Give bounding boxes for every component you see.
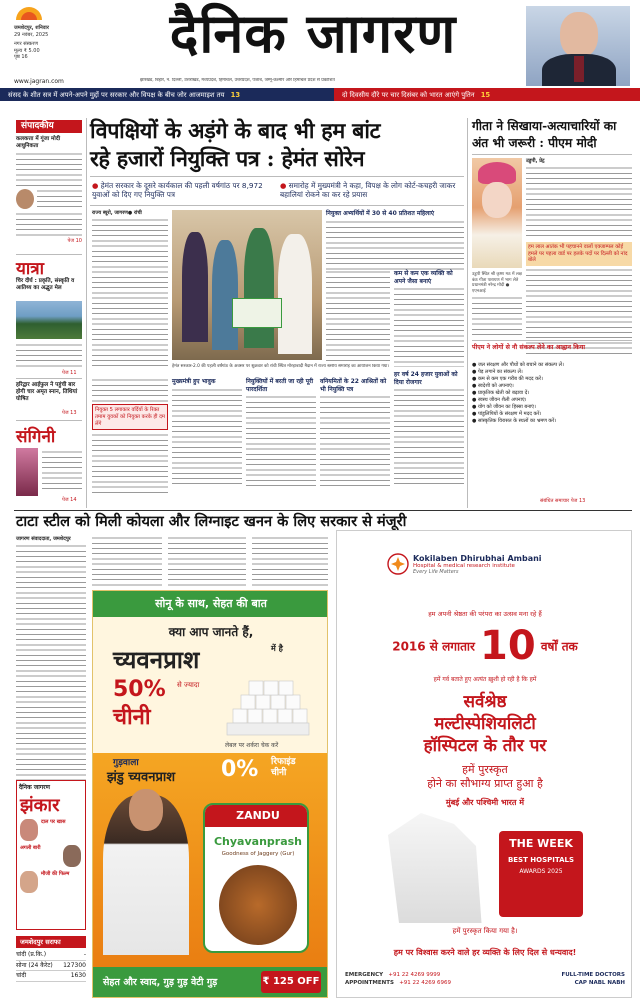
lead-dateline: राज्य ब्यूरो, जागरण● रांची (92, 210, 142, 216)
lead-subhead-1: मुख्यमंत्री हुए भावुक (172, 378, 216, 385)
editorial-text: कलकत्ता में गूंजा मोदी आधुनिकता (16, 136, 61, 149)
years-number: 10 (480, 623, 536, 669)
lead-body-col-3 (246, 395, 316, 489)
pledge-item: ● जल संरक्षण और पौधों को बचाने का संकल्प लें। (472, 362, 564, 368)
ad-chini: चीनी (113, 705, 151, 730)
ad-zero-percent: 0% (221, 757, 259, 782)
lead-bullet-1 (92, 181, 272, 200)
tata-body-col-3 (168, 536, 246, 586)
hospital-line-1: हम अपनी श्रेष्ठता की परंपरा का उत्सव मना रहे हैं (428, 610, 542, 618)
ticker-left-text: संसद के शीत सत्र में अपने-अपने मुद्दों पर सरकार और विपक्ष के बीच जोर आजमाइश तय (8, 91, 225, 99)
sangini-photo (16, 448, 38, 496)
full-time-doctors: FULL-TIME DOCTORS (561, 972, 625, 978)
pledge-list (472, 362, 632, 425)
lead-highlight-box: नियुक्त 5 लगाकार वर्दियों के रिक्त तमाम युवकों को नियुक्त करके ही दम लेंगे (92, 404, 168, 430)
ad-price-tag[interactable]: ₹ 125 OFF (261, 971, 321, 993)
hospital-name: Kokilaben Dhirubhai Ambani (413, 553, 542, 563)
lead-photo-caption: हेमंत सरकार-2.0 की पहली वर्षगांठ के अवसर पर शुक्रवार को रांची स्थित मोरहाबादी मैदान में राज्य स्तरीय समारोह का आयोजन किया गया। (172, 364, 389, 369)
masthead-meta (14, 6, 104, 66)
ad-gudwala: गुड़वाला (113, 758, 139, 768)
yatra-heading: यात्रा (16, 259, 45, 279)
emergency-label: EMERGENCY (345, 972, 384, 978)
page-count: पृष्ठ 16 (14, 54, 28, 60)
lead-body-col-4 (320, 395, 390, 489)
bullet-dot-icon: ● (280, 181, 287, 190)
right-highlight: हम लाल आतंक भी पहचानने वालों एक्जाम्पल कोई हमले पर पहला वार्ड पर हलके पदों पर दिल्ली को नांद बोले (526, 242, 632, 266)
tata-body-col-2 (92, 536, 162, 586)
haridwar-story[interactable]: हरिद्वार आईफुल ने पहुंची बार होगी चार अमृत स्नान, तिथियां घोषित (16, 382, 78, 402)
ad-question: क्या आप जानते हैं, (168, 625, 254, 639)
hospital-multispeciality: मल्टीस्पेशियलिटी (434, 714, 536, 734)
sun-logo-icon (14, 7, 44, 21)
right-body-1 (526, 166, 632, 240)
editorial-body-2 (16, 212, 82, 238)
lead-subhead-4: नियुक्त अभ्यर्थियों में 30 से 40 प्रतिशत महिलाएं (326, 210, 435, 217)
right-dateline: उडुपी, प्रेट्र (526, 158, 545, 164)
appointments-number[interactable]: +91 22 4269 6969 (399, 980, 452, 986)
sangini-heading: संगिनी (16, 427, 56, 447)
ad-chini-2: चीनी (271, 768, 287, 778)
sugar-cubes-icon (223, 675, 313, 739)
hospital-tagline: Every Life Matters (413, 568, 459, 575)
edition: नगर संस्करण (14, 41, 39, 47)
ticker-right-page: 15 (480, 91, 491, 99)
hospital-line-2: हमें गर्व बताते हुए अत्यंत ख़ुशी हो रही है कि हमें (433, 676, 537, 683)
sangini-text (42, 450, 82, 490)
lead-bullet-2-text: समारोह में मुख्यमंत्री ने कहा, विपक्ष के लोग कोर्ट-कचहरी जाकर बहालियां रोकने का कर रहे प्रयास (280, 181, 456, 200)
lead-body-col-2 (172, 388, 242, 488)
hospital-thanks-note: हमें पुरस्कृत किया गया है। (452, 927, 518, 935)
ticker-left[interactable] (8, 90, 240, 99)
tata-headline: टाटा स्टील को मिली कोयला और लिग्नाइट खनन के लिए सरकार से मंजूरी (16, 513, 407, 530)
author-note (37, 189, 82, 209)
award-best-hospitals: BEST HOSPITALS (507, 856, 575, 864)
hospital-logo-icon (387, 553, 409, 575)
yatra-text: चिर दीर्घ : प्रकृति, संस्कृति व आतिथ्य का अद्भुत मेल (16, 278, 75, 291)
hospital-cities: मुंबई और पश्चिमी भारत में (445, 798, 525, 807)
jhankar-item: मौजी की फिल्म (41, 871, 70, 877)
ad-more-than: से ज्यादा (177, 681, 200, 689)
award-week: THE WEEK (509, 837, 573, 850)
ad-label-note: लेबल पर शर्करा चेक करें (225, 742, 279, 749)
pledge-item: ● योग को जीवन का हिस्सा बनाएं। (472, 404, 536, 410)
lead-body-col-5b (394, 388, 464, 484)
lead-body-col-1c (92, 433, 168, 495)
jhankar-brand: दैनिक जागरण (19, 784, 50, 791)
right-body-3 (472, 296, 522, 336)
hospital-contacts (345, 971, 451, 987)
lead-bullet-2 (280, 181, 464, 200)
pledge-item: ● सांस्कृतिक विरासत के स्थलों का भ्रमण करें। (472, 418, 557, 424)
lead-body-col-4b (326, 270, 390, 364)
market-table (16, 950, 86, 982)
lead-body-col-4a (326, 220, 464, 272)
hospital-as: हॉस्पिटल के तौर पर (423, 736, 547, 756)
tata-body-col-1 (16, 544, 86, 784)
market-heading: जमशेदपुर सराफा (16, 936, 86, 948)
award-badge (499, 831, 583, 917)
tata-body-col-4 (252, 536, 328, 586)
product-pack (203, 803, 309, 953)
market-row: सोना (24 कैरेट) 127300 (16, 961, 86, 972)
right-page-ref[interactable]: संबंधित समाचार पेज 13 (540, 498, 586, 504)
award-year: AWARDS 2025 (519, 868, 563, 875)
ad-top-line: सोनू के साथ, सेहत की बात (155, 597, 267, 610)
lead-subhead-2: नियुक्तियों में बरती जा रही पूरी पारदर्शिता (246, 378, 314, 393)
author-avatar (16, 189, 34, 209)
haridwar-page-ref[interactable]: पेज 13 (62, 410, 77, 416)
hospital-ad[interactable] (336, 530, 632, 998)
pledge-item: ● प्राकृतिक खेती को बढ़ावा दें। (472, 390, 530, 396)
editions-line: झारखंड, बिहार, नं. दिल्ली, उत्तराखंड, मध्यप्रदेश, हिमाचल, उत्तरप्रदेश, पंजाब, जम्मू-कश्मीर और हिमाचल प्रदेश से प्रकाशित (140, 78, 335, 83)
editorial-heading: संपादकीय (16, 120, 82, 133)
lead-body-col-1 (92, 218, 168, 368)
ad-in-text: में है (271, 644, 283, 653)
hospital-best: सर्वश्रेष्ठ (463, 692, 507, 712)
award-line-2: होने का सौभाग्य प्राप्त हुआ है (427, 777, 543, 790)
yatra-photo (16, 301, 82, 339)
editorial-page-ref[interactable]: पेज 10 (67, 238, 82, 244)
right-headline: गीता ने सिखाया-अत्याचारियों का अंत भी जरूरी : पीएम मोदी (472, 119, 617, 150)
ad-zandu-line: झंडु च्यवनप्राश (107, 770, 176, 785)
ad-refined: रिफाइंड (271, 757, 296, 767)
lead-subhead-6: हर वर्ष 24 हजार युवाओं को दिया रोजगार (394, 371, 458, 386)
lead-headline-line-1: विपक्षियों के अड़ंगे के बाद भी हम बांट (90, 119, 381, 144)
chyawanprash-ad[interactable] (92, 590, 328, 998)
market-row: चांदी 1630 (16, 971, 86, 982)
award-line-1: हमें पुरस्कृत (462, 763, 508, 776)
pledge-item: ● कम से कम एक गरीब की मदद करें। (472, 376, 543, 382)
pledge-item: ● स्वस्थ जीवन शैली अपनाएं। (472, 397, 527, 403)
issue-date: 29 नवंबर, 2025 (14, 31, 49, 38)
bullet-dot-icon: ● (92, 181, 99, 190)
pack-subline: Goodness of Jaggery (Gur) (221, 851, 295, 857)
pledge-item: ● स्वदेशी को अपनाएं। (472, 383, 514, 389)
lead-photo (172, 210, 322, 360)
lead-subhead-5: कम से कम एक व्यक्ति को अपने जैसा बनाएं (394, 270, 453, 285)
jhankar-item: दाल पर खास (41, 819, 66, 825)
pledge-item: ● पेड़ लगाने का संकल्प लें। (472, 369, 523, 375)
ad-celebrity-photo (103, 795, 189, 955)
pledge-item: ● पांडुलिपियों के संरक्षण में मदद करें। (472, 411, 542, 417)
pack-brand: ZANDU (236, 809, 280, 822)
putin-photo (526, 6, 630, 86)
accreditations: CAP NABL NABH (574, 980, 625, 986)
lead-bullet-1-text: हेमंत सरकार के दूसरे कार्यकाल की पहली वर्षगांठ पर 8,972 युवाओं को दिए गए नियुक्ति पत्र (92, 181, 263, 200)
city-day: जमशेदपुर, शनिवार (14, 25, 49, 31)
ticker-left-page: 13 (230, 91, 241, 99)
years-suffix: वर्षों तक (540, 639, 578, 654)
hospital-trust-line: हम पर विश्वास करने वाले हर व्यक्ति के लिए दिल से धन्यवाद! (393, 948, 577, 957)
right-body-2 (526, 268, 632, 356)
jhankar-heading: झंकार (20, 795, 60, 816)
lead-body-col-5a (394, 287, 464, 367)
sangini-page-ref[interactable]: पेज 14 (62, 497, 77, 503)
lead-body-col-1b (92, 378, 168, 402)
ad-brand-word: च्यवनप्राश (113, 645, 200, 674)
yatra-page-ref[interactable]: पेज 11 (62, 370, 77, 376)
lead-subhead-3: वनियमितों के 22 आश्रितों को भी नियुक्ति पत्र (320, 378, 387, 393)
editorial-body (16, 152, 82, 186)
website-link[interactable]: www.jagran.com (14, 78, 64, 85)
years-prefix: 2016 से लगातार (392, 639, 475, 654)
hospital-building-illustration (377, 813, 487, 923)
ticker-right-text: दो दिवसीय दौरे पर चार दिसंबर को भारत आएंगे पुतिन (342, 91, 475, 99)
pledge-heading: पीएम ने लोगों से नौ संकल्प लेने का आह्वान किया (472, 344, 585, 351)
ad-bottom-line: सेहत और स्वाद, गुड़ गुड़ वेटी गुड़ (103, 977, 218, 988)
appointments-label: APPOINTMENTS (345, 980, 394, 986)
price: मूल्य ₹ 5.00 (14, 47, 40, 54)
jhankar-box (16, 780, 86, 930)
market-row: चांदी (प्र.कि.) - (16, 950, 86, 961)
emergency-number[interactable]: +91 22 4269 9999 (388, 972, 441, 978)
newspaper-title: दैनिक जागरण (169, 1, 457, 65)
hospital-subname: Hospital & medical research institute (413, 562, 515, 569)
modi-caption: उडुपी स्थित श्री कृष्ण मठ में लक्ष कंठ गीता पारायण में भाग लेते प्रधानमंत्री नरेन्द्र मोदी ● एएनआई (472, 272, 522, 294)
yatra-caption (16, 343, 82, 367)
ad-percent: 50% (113, 677, 166, 702)
jhankar-item: अगली बारी (20, 845, 41, 851)
ticker-right[interactable] (342, 90, 490, 99)
modi-photo (472, 158, 522, 268)
lead-headline-line-2: रहे हजारों नियुक्ति पत्र : हेमंत सोरेन (90, 147, 365, 172)
pack-name: Chyavanprash (213, 835, 303, 848)
tata-dateline: जागरण संवाददाता, जमशेदपुर (16, 536, 71, 542)
